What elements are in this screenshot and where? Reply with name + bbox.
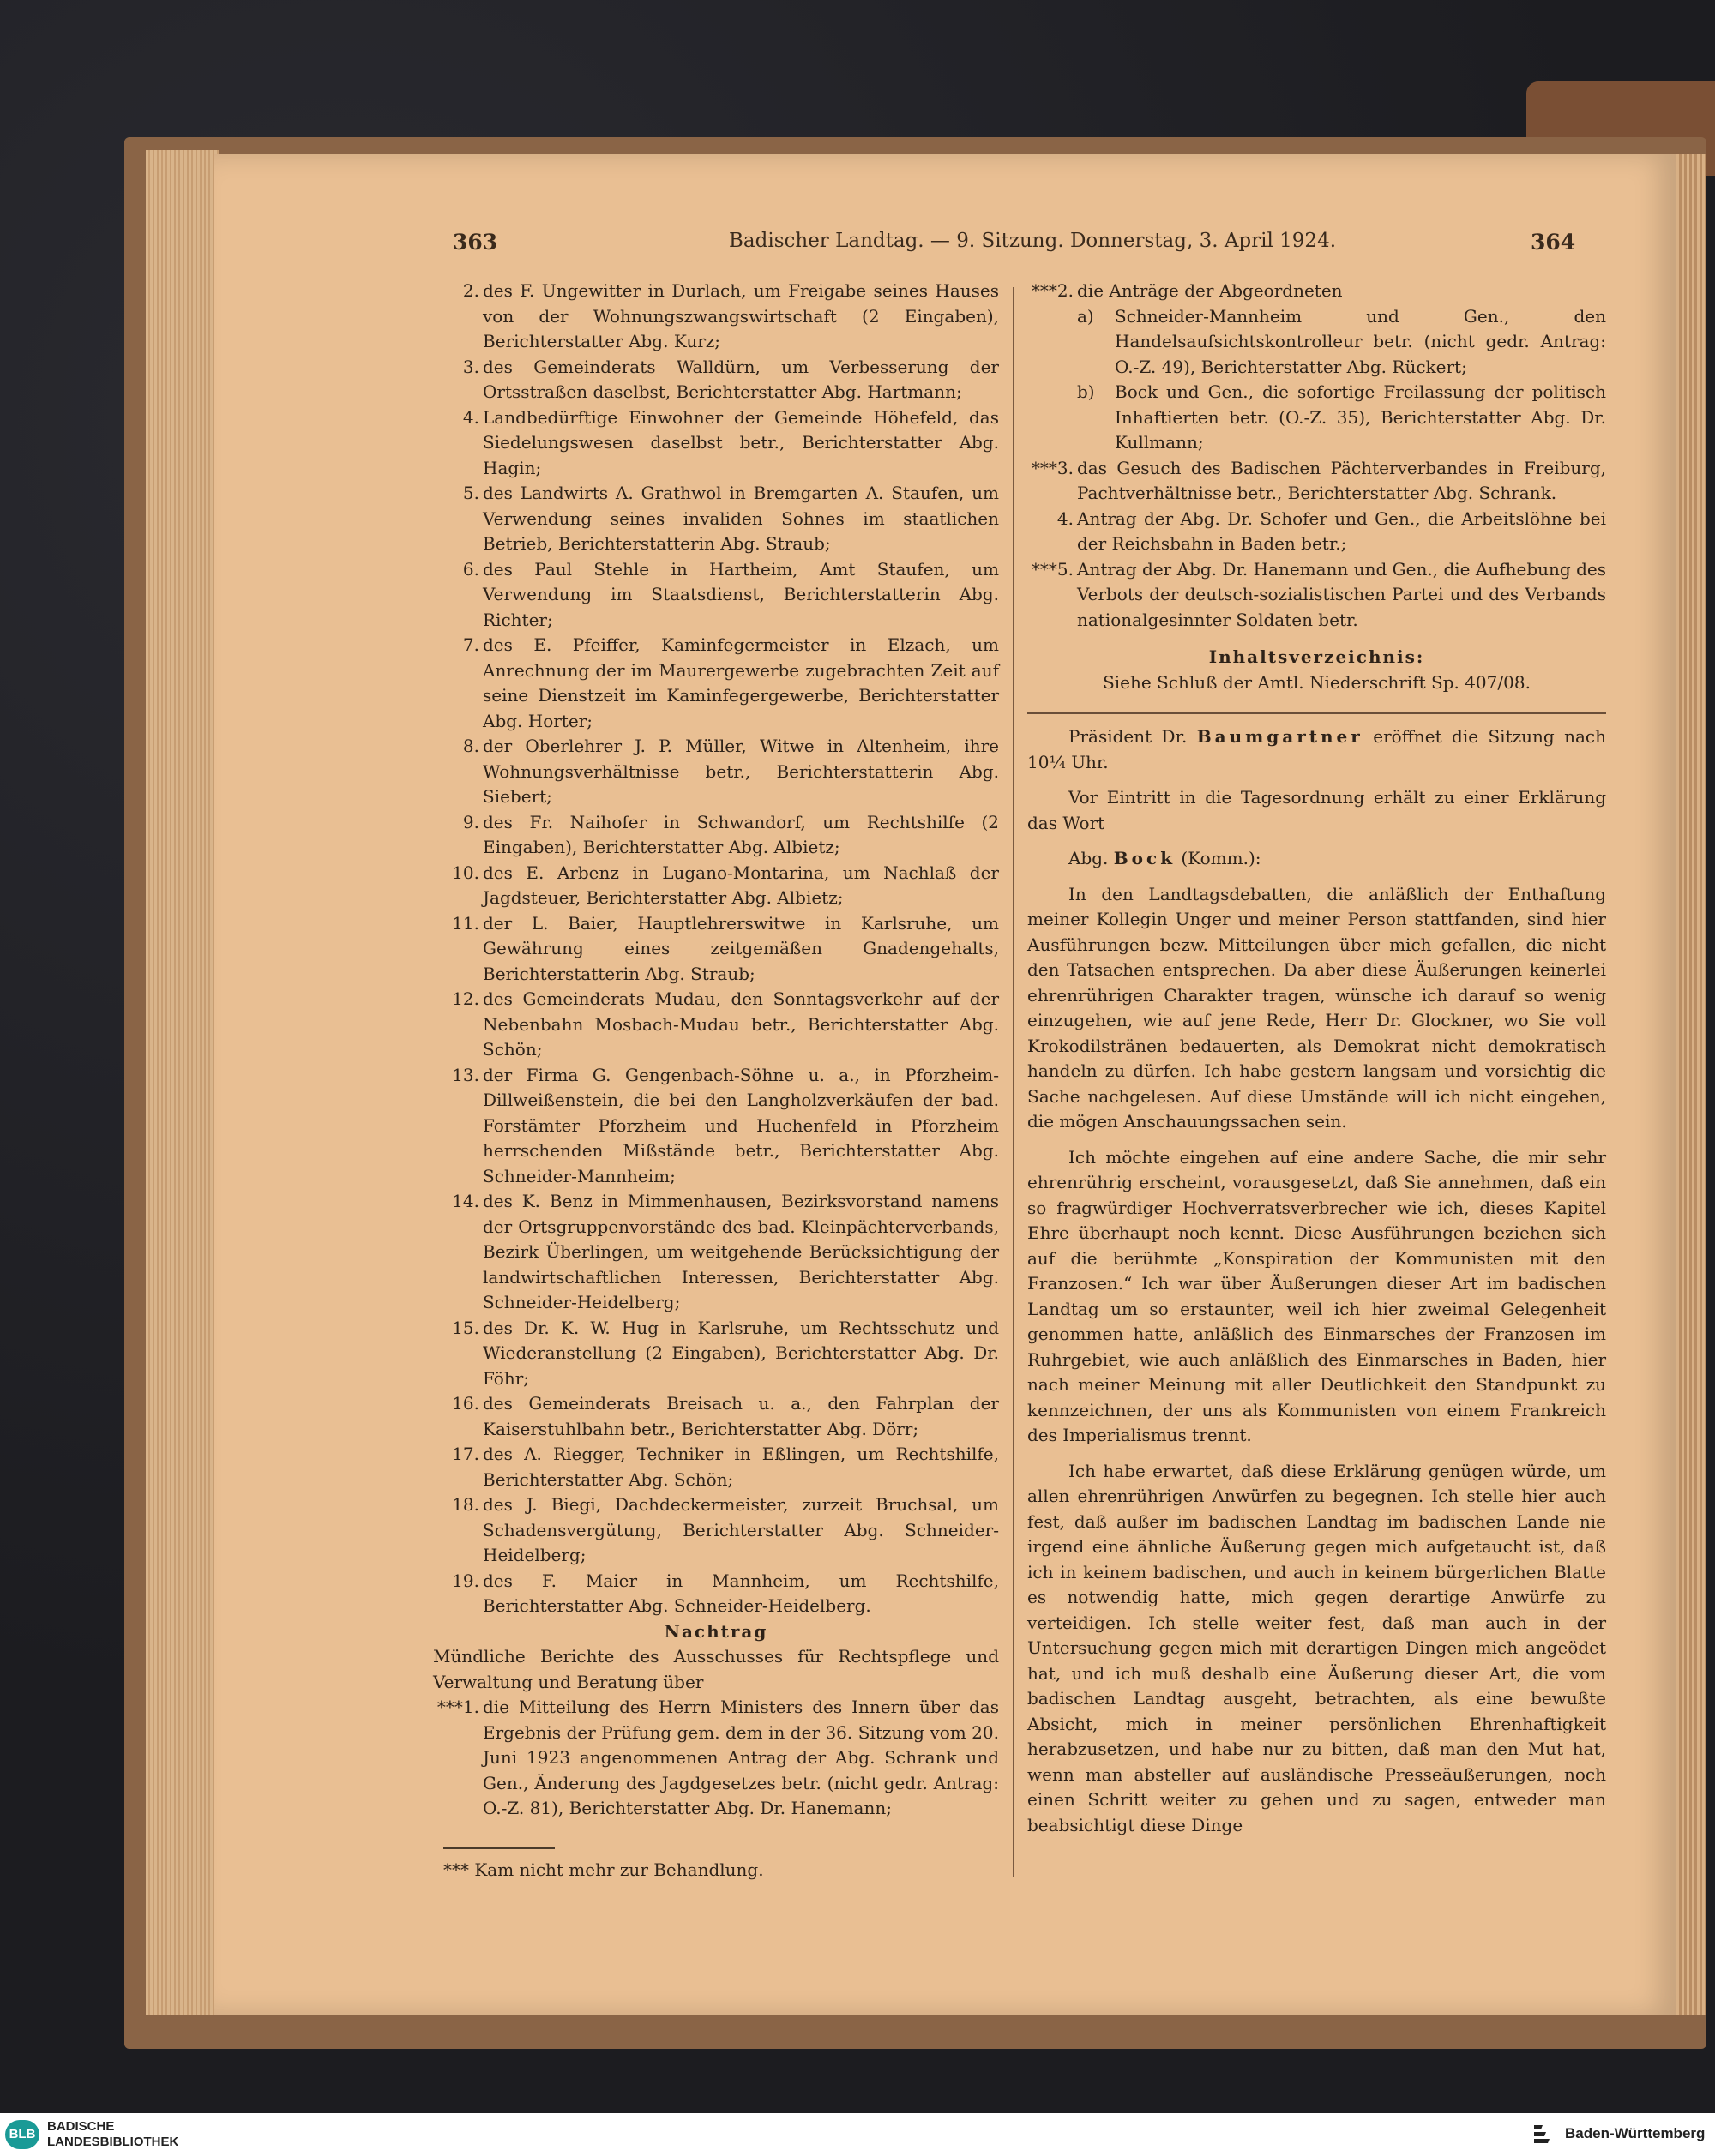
right-page-edges: [1676, 154, 1706, 2015]
item-number: ***5.: [1031, 558, 1074, 580]
item-text: des Gemeinderats Breisach u. a., den Fahrplan der Kaiserstuhlbahn betr., Berichterstatter Abg. Dörr;: [483, 1393, 999, 1439]
list-item: [1027, 304, 1606, 381]
item-text: des E. Arbenz in Lugano-Montarina, um Nachlaß der Jagdsteuer, Berichterstatter Abg. Albietz;: [483, 862, 999, 908]
petition-list: [433, 279, 999, 1619]
item-number: ***2.: [1031, 280, 1074, 301]
list-item: [433, 557, 999, 634]
item-text: die Mitteilung des Herrn Ministers des Innern über das Ergebnis der Prüfung gem. dem in der 36. Sitzung vom 20. Juni 1923 angenommenen Antrag der Abg. Schrank und Gen., Änderung des Jagdgesetzes betr. (nicht gedr. Antrag: O.-Z. 81), Berichterstatter Abg. Dr. Hanemann;: [483, 1697, 999, 1818]
item-number: 15.: [452, 1317, 479, 1338]
list-item: [433, 1492, 999, 1569]
blb-name[interactable]: [47, 2119, 178, 2150]
speech-paragraph: Ich möchte eingehen auf eine andere Sache, die mir sehr ehrenrührig erscheint, vorausgesetzt, daß Sie annehmen, daß ein so fragwürdiger Hochverratsverbrecher wie ich, dieses Kapitel Ehre überhaupt noch kennt. Diese Ausführungen beziehen sich auf die berühmte „Konspiration der Kommunisten mit den Franzosen.“ Ich war über Äußerungen dieser Art im badischen Landtag um so erstaunter, weil ich hier zweimal Gelegenheit genommen hatte, anläßlich des Einmarsches der Franzosen im Ruhrgebiet, wie auch anläßlich des Einmarsches in Baden, hier nach meiner Meinung mit aller Deutlichkeit den Standpunkt zu kennzeichnen, der uns als Kommunisten von einem Frankreich des Imperialismus trennt.: [1027, 1146, 1606, 1445]
footnote: *** Kam nicht mehr zur Behandlung.: [443, 1859, 764, 1880]
list-item: [433, 355, 999, 405]
item-number: 4.: [462, 406, 479, 428]
baden-wuerttemberg-label[interactable]: Baden-Württemberg: [1565, 2125, 1706, 2141]
president-name: Baumgartner: [1196, 726, 1363, 747]
blb-name-line2: LANDESBIBLIOTHEK: [47, 2135, 179, 2149]
item-number: 5.: [462, 483, 479, 503]
item-text: Schneider-Mannheim und Gen., den Handelsaufsichtskontrolleur betr. (nicht gedr. Antrag: O.-Z. 49), Berichterstatter Abg. Rückert;: [1115, 305, 1606, 377]
item-text: des Gemeinderats Walldürn, um Verbesserung der Ortsstraßen daselbst, Berichterstatter Abg. Hartmann;: [483, 356, 999, 402]
page-number-left: 363: [453, 230, 498, 255]
opening-suffix: eröffnet die Sitzung nach 10¼ Uhr.: [1027, 726, 1606, 772]
list-item: [433, 405, 999, 482]
speaker-suffix: (Komm.):: [1181, 848, 1261, 868]
item-number: ***1.: [436, 1697, 479, 1717]
list-item: [433, 481, 999, 557]
session-opening: [1027, 724, 1606, 775]
item-text: des F. Maier in Mannheim, um Rechtshilfe, Berichterstatter Abg. Schneider-Heidelberg.: [483, 1570, 999, 1616]
toc-heading: Inhaltsverzeichnis:: [1208, 646, 1425, 667]
item-number: ***3.: [1031, 457, 1074, 478]
list-item: [1027, 380, 1606, 456]
item-text: des Dr. K. W. Hug in Karlsruhe, um Rechtsschutz und Wiederanstellung (2 Eingaben), Berichterstatter Abg. Dr. Föhr;: [483, 1317, 999, 1389]
list-item: [433, 1063, 999, 1190]
item-number: a): [1077, 305, 1094, 327]
item-number: 19.: [452, 1570, 479, 1591]
item-text: das Gesuch des Badischen Pächterverbandes in Freiburg, Pachtverhältnisse betr., Berichterstatter Abg. Schrank.: [1077, 457, 1606, 503]
item-number: 6.: [462, 558, 479, 580]
item-number: b): [1077, 381, 1095, 402]
toc-text: Siehe Schluß der Amtl. Niederschrift Sp. 407/08.: [1103, 671, 1531, 693]
nachtrag-list: [433, 1695, 999, 1822]
item-number: 10.: [452, 862, 479, 883]
blb-name-line1: BADISCHE: [47, 2119, 115, 2134]
section-rule: [1027, 712, 1606, 714]
list-item: [433, 810, 999, 861]
baden-wuerttemberg-crest-icon: [1531, 2122, 1558, 2147]
speech-paragraph: In den Landtagsdebatten, die anläßlich der Enthaftung meiner Kollegin Unger und meiner Person stattfanden, sind hier Ausführungen bezw. Mitteilungen über mich gefallen, die nicht den Tatsachen entsprechen. Da aber diese Äußerungen keinerlei ehrenrührigen Charakter tragen, wünsche ich darauf so wenig einzugehen, wie auf jene Rede, Herr Dr. Glockner, wo Sie voll Krokodilstränen bedauerten, als Demokrat nicht demokratisch handeln zu dürfen. Ich habe gestern langsam und vorsichtig die Sache nachgelesen. Auf diese Umstände will ich nicht eingehen, die mögen Anschauungssachen sein.: [1027, 883, 1606, 1132]
column-divider: [1013, 287, 1014, 1877]
speaker-name: Bock: [1113, 848, 1176, 868]
list-item: [433, 734, 999, 810]
list-item: [433, 633, 999, 734]
item-text: des E. Pfeiffer, Kaminfegermeister in Elzach, um Anrechnung der im Maurergewerbe zugebrachten Zeit auf seine Dienstzeit im Kaminfegergewerbe, Berichterstatter Abg. Horter;: [483, 634, 999, 731]
page-number-right: 364: [1531, 230, 1576, 255]
blb-logo[interactable]: BLB: [5, 2120, 39, 2149]
item-text: des K. Benz in Mimmenhausen, Bezirksvorstand namens der Ortsgruppenvorstände des bad. Kleinpächterverbands, Bezirk Überlingen, um weitgehende Berücksichtigung der landwirtschaftlichen Interessen, Berichterstatter Abg. Schneider-Heidelberg;: [483, 1191, 999, 1312]
item-number: 7.: [462, 634, 479, 655]
list-item: [1027, 456, 1606, 507]
list-item: [433, 1189, 999, 1316]
list-item: [433, 1695, 999, 1822]
list-item: [433, 911, 999, 988]
left-column: [433, 279, 999, 1883]
speaker-prefix: Abg.: [1068, 848, 1109, 868]
motion-list-continued: [1027, 456, 1606, 634]
list-item: [433, 1316, 999, 1392]
item-text: des Paul Stehle in Hartheim, Amt Staufen, um Verwendung im Staatsdienst, Berichterstatterin Abg. Richter;: [483, 558, 999, 630]
item-text: Antrag der Abg. Dr. Schofer und Gen., die Arbeitslöhne bei der Reichsbahn in Baden betr.;: [1077, 507, 1606, 554]
item-number: 14.: [452, 1191, 479, 1211]
speech-paragraph: Ich habe erwartet, daß diese Erklärung genügen würde, um allen ehrenrührigen Anwürfen zu begegnen. Ich stelle hier auch fest, daß außer im badischen Landtag im badischen Lande nie irgend eine ähnliche Äußerung gegen mich aufgetaucht ist, daß ich in keinem badischen, und auch in keinem bürgerlichen Blatte es notwendig hatte, mich gegen derartige Anwürfe zu verteidigen. Ich stelle weiter fest, daß man auch in der Untersuchung gegen mich mit derartigen Dingen mich angeödet hat, und ich muß deshalb eine Äußerung dieser Art, die vom badischen Landtag ausgeht, betrachten, als eine bewußte Absicht, mich in meiner persönlichen Ehrenhaftigkeit herabzusetzen, und habe nur zu bitten, daß man den Mut hat, wenn man absteller auf ausländische Presseäußerungen, noch einen Schritt weiter zu gehen und zu sagen, entweder man beabsichtigt diese Dinge: [1027, 1460, 1606, 1835]
item-text: der Firma G. Gengenbach-Söhne u. a., in Pforzheim-Dillweißenstein, die bei den Langholzverkäufen der bad. Forstämter Pforzheim und Huchenfeld in Pforzheim herrschenden Mißstände betr., Berichterstatter Abg. Schneider-Mannheim;: [483, 1064, 999, 1186]
footer-bar: [0, 2113, 1715, 2156]
item-number: 17.: [452, 1444, 479, 1464]
item-text: der Oberlehrer J. P. Müller, Witwe in Altenheim, ihre Wohnungsverhältnisse betr., Berichterstatterin Abg. Siebert;: [483, 736, 999, 807]
list-item: [433, 1391, 999, 1442]
item-number: 8.: [462, 736, 479, 756]
speech-text: [1027, 882, 1606, 1839]
item-number: 3.: [462, 356, 479, 377]
footnote-rule: [443, 1847, 555, 1849]
nachtrag-heading: Nachtrag: [664, 1620, 768, 1642]
item-text: des F. Ungewitter in Durlach, um Freigabe seines Hauses von der Wohnungszwangswirtschaft (2 Eingaben), Berichterstatter Abg. Kurz;: [483, 280, 999, 351]
speaker-line: [1027, 846, 1606, 872]
item-number: 11.: [452, 912, 479, 934]
list-item: [1027, 557, 1606, 634]
item-text: des Gemeinderats Mudau, den Sonntagsverkehr auf der Nebenbahn Mosbach-Mudau betr., Berichterstatter Abg. Schön;: [483, 988, 999, 1060]
item-text: des Landwirts A. Grathwol in Bremgarten A. Staufen, um Verwendung seines invaliden Sohnes im staatlichen Betrieb, Berichterstatterin Abg. Straub;: [483, 483, 999, 554]
item-text: Landbedürftige Einwohner der Gemeinde Höhefeld, das Siedelungswesen daselbst betr., Berichterstatter Abg. Hagin;: [483, 406, 999, 478]
item-text: der L. Baier, Hauptlehrerswitwe in Karlsruhe, um Gewährung eines zeitgemäßen Gnadengehalts, Berichterstatterin Abg. Straub;: [483, 912, 999, 984]
list-item: [1027, 279, 1606, 304]
item-number: 12.: [452, 988, 479, 1009]
opening-prefix: Präsident Dr.: [1068, 726, 1188, 747]
item-text: die Anträge der Abgeordneten: [1077, 280, 1343, 301]
motion-list: [1027, 279, 1606, 304]
right-column: [1027, 279, 1606, 1838]
before-agenda: Vor Eintritt in die Tagesordnung erhält zu einer Erklärung das Wort: [1027, 787, 1606, 833]
item-number: 18.: [452, 1494, 479, 1515]
list-item: [433, 861, 999, 911]
item-text: des A. Riegger, Techniker in Eßlingen, um Rechtshilfe, Berichterstatter Abg. Schön;: [483, 1444, 999, 1490]
list-item: [1027, 507, 1606, 557]
list-item: [433, 279, 999, 355]
item-number: 16.: [452, 1393, 479, 1414]
item-number: 4.: [1056, 507, 1074, 529]
item-number: 9.: [462, 811, 479, 832]
nachtrag-intro: Mündliche Berichte des Ausschusses für Rechtspflege und Verwaltung und Beratung über: [433, 1646, 999, 1692]
item-text: des Fr. Naihofer in Schwandorf, um Rechtshilfe (2 Eingaben), Berichterstatter Abg. Albietz;: [483, 811, 999, 857]
item-text: Bock und Gen., die sofortige Freilassung der politisch Inhaftierten betr. (O.-Z. 35), Berichterstatter Abg. Dr. Kullmann;: [1115, 381, 1606, 453]
list-item: [433, 987, 999, 1063]
item-number: 13.: [452, 1064, 479, 1085]
left-page-edges: [146, 150, 219, 2015]
motion-sublist: [1027, 304, 1606, 456]
list-item: [433, 1442, 999, 1492]
item-text: des J. Biegi, Dachdeckermeister, zurzeit Bruchsal, um Schadensvergütung, Berichterstatter Abg. Schneider-Heidelberg;: [483, 1494, 999, 1565]
document-page: [214, 154, 1676, 2015]
item-number: 2.: [462, 280, 479, 301]
running-title: Badischer Landtag. — 9. Sitzung. Donnerstag, 3. April 1924.: [729, 230, 1337, 252]
item-text: Antrag der Abg. Dr. Hanemann und Gen., die Aufhebung des Verbots der deutsch-sozialistischen Partei und des Verbands nationalgesinnter Soldaten betr.: [1077, 558, 1606, 630]
list-item: [433, 1569, 999, 1619]
